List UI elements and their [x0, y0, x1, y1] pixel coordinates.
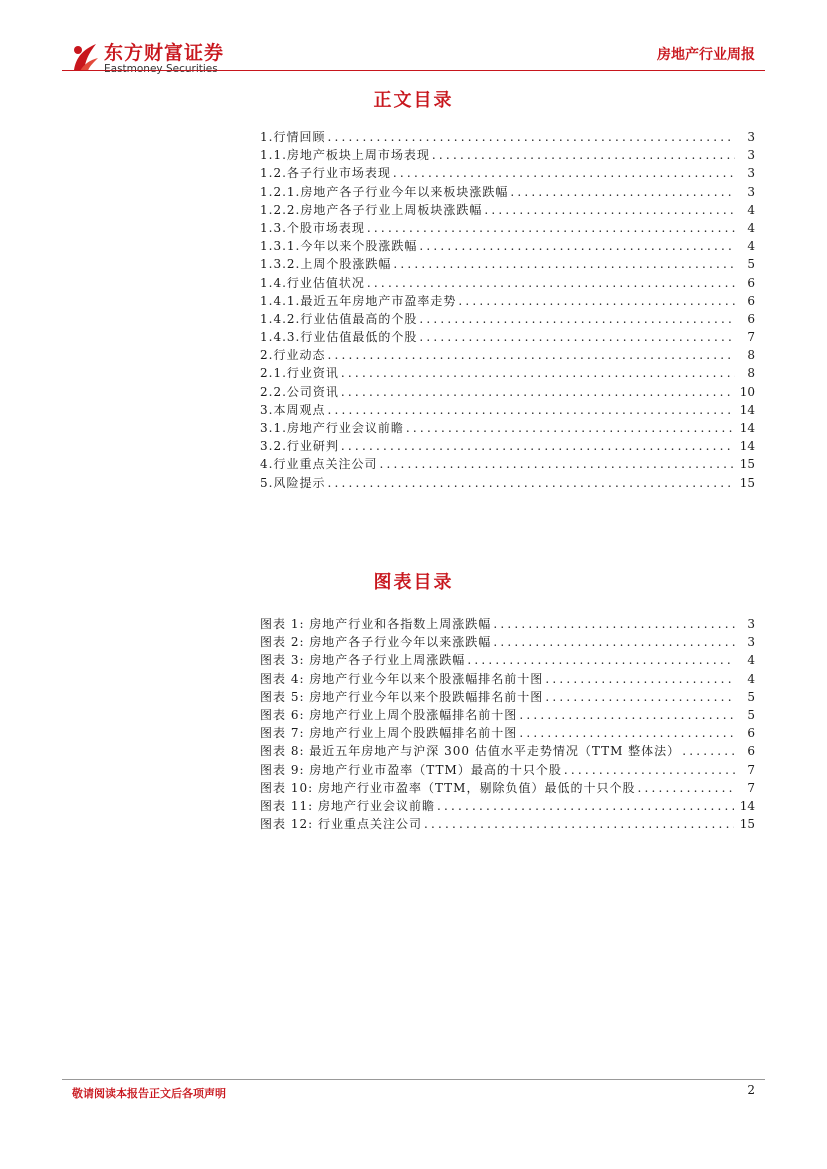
toc-entry-label: 3.本周观点	[260, 402, 326, 417]
figure-entry-page: 5	[747, 707, 755, 722]
figure-entry-label: 图表 9: 房地产行业市盈率（TTM）最高的十只个股	[260, 762, 562, 777]
figure-entry[interactable]	[260, 815, 755, 833]
figure-entry-page: 15	[739, 817, 755, 832]
toc-entry[interactable]	[260, 437, 755, 455]
figure-entry[interactable]	[260, 651, 755, 669]
toc-entry-page: 7	[747, 330, 755, 345]
toc-entry-page: 15	[739, 457, 755, 472]
toc-entry-page: 14	[739, 439, 755, 454]
toc-entry-label: 4.行业重点关注公司	[260, 457, 378, 472]
figure-entry-page: 4	[747, 671, 755, 686]
toc-entry-label: 2.1.行业资讯	[260, 366, 339, 381]
page-number: 2	[747, 1083, 755, 1097]
figure-entry-label: 图表 7: 房地产行业上周个股跌幅排名前十图	[260, 726, 518, 741]
dot-leader	[327, 401, 733, 419]
dot-leader	[419, 237, 735, 255]
dot-leader	[327, 346, 735, 364]
toc-entry-page: 14	[739, 421, 755, 435]
figure-entry-label: 图表 6: 房地产行业上周个股涨幅排名前十图	[260, 707, 518, 722]
dot-leader	[493, 615, 735, 633]
table-of-contents	[260, 128, 755, 492]
toc-entry-page: 6	[747, 293, 755, 308]
footer-disclaimer: 敬请阅读本报告正文后各项声明	[72, 1087, 226, 1100]
figure-entry[interactable]	[260, 742, 755, 760]
figure-entry-page: 3	[747, 635, 755, 650]
figure-entry[interactable]	[260, 724, 755, 742]
figure-entry[interactable]	[260, 670, 755, 688]
dot-leader	[493, 633, 735, 651]
figure-entry-page: 3	[747, 617, 755, 631]
dot-leader	[682, 742, 735, 760]
toc-entry-page: 8	[747, 348, 755, 363]
dot-leader	[437, 797, 734, 815]
dot-leader	[424, 815, 734, 833]
figure-entry-page: 7	[747, 780, 755, 795]
toc-entry[interactable]	[260, 346, 755, 364]
toc-entry-page: 3	[747, 130, 755, 144]
toc-entry[interactable]	[260, 328, 755, 346]
toc-entry[interactable]	[260, 401, 755, 419]
dot-leader	[341, 383, 734, 401]
figure-entry-label: 图表 11: 房地产行业会议前瞻	[260, 798, 435, 813]
toc-entry-page: 4	[747, 220, 755, 235]
figure-entry-page: 7	[747, 762, 755, 777]
dot-leader	[432, 146, 735, 164]
toc-entry[interactable]	[260, 183, 755, 201]
dot-leader	[327, 474, 733, 492]
dot-leader	[341, 364, 735, 382]
toc-entry-label: 5.风险提示	[260, 475, 326, 490]
figure-entry-label: 图表 10: 房地产行业市盈率（TTM，剔除负值）最低的十只个股	[260, 780, 636, 795]
toc-entry[interactable]	[260, 201, 755, 219]
dot-leader	[367, 274, 735, 292]
toc-entry[interactable]	[260, 255, 755, 273]
toc-entry[interactable]	[260, 237, 755, 255]
toc-entry[interactable]	[260, 128, 755, 146]
toc-entry-page: 4	[747, 202, 755, 217]
figure-entry-label: 图表 2: 房地产各子行业今年以来涨跌幅	[260, 635, 492, 650]
toc-entry-page: 15	[739, 475, 755, 490]
figure-entry-page: 14	[739, 798, 755, 813]
figure-entry-label: 图表 4: 房地产行业今年以来个股涨幅排名前十图	[260, 671, 544, 686]
page-header	[0, 0, 827, 90]
dot-leader	[637, 779, 735, 797]
figure-entry-label: 图表 1: 房地产行业和各指数上周涨跌幅	[260, 617, 492, 631]
toc-entry[interactable]	[260, 292, 755, 310]
toc-entry-label: 1.4.2.行业估值最高的个股	[260, 311, 418, 326]
toc-entry[interactable]	[260, 274, 755, 292]
toc-entry-label: 1.2.2.房地产各子行业上周板块涨跌幅	[260, 202, 483, 217]
toc-entry-label: 1.3.1.今年以来个股涨跌幅	[260, 239, 418, 254]
dot-leader	[510, 183, 735, 201]
figure-entry[interactable]	[260, 615, 755, 633]
dot-leader	[379, 455, 733, 473]
dot-leader	[341, 437, 734, 455]
dot-leader	[545, 688, 735, 706]
figure-entry-label: 图表 12: 行业重点关注公司	[260, 817, 422, 832]
toc-entry-label: 2.行业动态	[260, 348, 326, 363]
toc-entry-label: 1.2.各子行业市场表现	[260, 166, 391, 181]
toc-entry-label: 1.3.2.上周个股涨跌幅	[260, 257, 392, 272]
dot-leader	[367, 219, 735, 237]
header-divider	[62, 70, 765, 71]
dot-leader	[419, 310, 735, 328]
figure-entry-page: 4	[747, 653, 755, 668]
toc-entry-page: 4	[747, 239, 755, 254]
dot-leader	[519, 706, 735, 724]
dot-leader	[419, 328, 735, 346]
toc-entry-page: 10	[739, 384, 755, 399]
toc-entry[interactable]	[260, 455, 755, 473]
toc-entry-label: 1.3.个股市场表现	[260, 220, 365, 235]
eastmoney-logo-icon	[70, 40, 100, 74]
figures-toc-title: 图表目录	[373, 572, 454, 593]
toc-entry[interactable]	[260, 219, 755, 237]
report-type-label: 房地产行业周报	[657, 47, 755, 63]
dot-leader	[327, 128, 735, 146]
logo-english-name: Eastmoney Securities	[104, 63, 218, 75]
logo-chinese-name: 东方财富证券	[104, 42, 225, 64]
toc-entry-label: 2.2.公司资讯	[260, 384, 339, 399]
figure-entry-page: 5	[747, 689, 755, 704]
toc-entry[interactable]	[260, 146, 755, 164]
figure-entry-label: 图表 8: 最近五年房地产与沪深 300 估值水平走势情况（TTM 整体法）	[260, 744, 681, 759]
footer-divider	[62, 1079, 765, 1080]
figure-entry-label: 图表 5: 房地产行业今年以来个股跌幅排名前十图	[260, 689, 544, 704]
figure-entry[interactable]	[260, 779, 755, 797]
toc-entry-page: 6	[747, 311, 755, 326]
dot-leader	[484, 201, 735, 219]
toc-entry-page: 5	[747, 257, 755, 272]
toc-entry-page: 3	[747, 184, 755, 199]
toc-title: 正文目录	[373, 90, 454, 111]
toc-entry-label: 1.4.3.行业估值最低的个股	[260, 330, 418, 345]
figure-entry[interactable]	[260, 706, 755, 724]
figure-entry-page: 6	[747, 726, 755, 741]
toc-entry-label: 3.1.房地产行业会议前瞻	[260, 421, 404, 435]
figure-entry[interactable]	[260, 761, 755, 779]
company-logo	[70, 38, 240, 78]
toc-entry-label: 1.1.房地产板块上周市场表现	[260, 148, 430, 163]
figure-entry[interactable]	[260, 633, 755, 651]
figure-entry[interactable]	[260, 797, 755, 815]
toc-entry-page: 3	[747, 166, 755, 181]
dot-leader	[564, 761, 735, 779]
toc-entry-label: 1.2.1.房地产各子行业今年以来板块涨跌幅	[260, 184, 509, 199]
dot-leader	[545, 670, 735, 688]
toc-entry-page: 14	[739, 402, 755, 417]
toc-entry[interactable]	[260, 474, 755, 492]
dot-leader	[458, 292, 735, 310]
dot-leader	[519, 724, 735, 742]
toc-entry[interactable]	[260, 364, 755, 382]
toc-entry-page: 8	[747, 366, 755, 381]
dot-leader	[393, 255, 735, 273]
figure-entry-label: 图表 3: 房地产各子行业上周涨跌幅	[260, 653, 466, 668]
toc-entry-page: 3	[747, 148, 755, 163]
toc-entry-page: 6	[747, 275, 755, 290]
toc-entry-label: 1.4.行业估值状况	[260, 275, 365, 290]
dot-leader	[406, 419, 734, 437]
figures-table-of-contents	[260, 615, 755, 833]
toc-entry-label: 1.行情回顾	[260, 130, 326, 144]
toc-entry[interactable]	[260, 419, 755, 437]
figure-entry[interactable]	[260, 688, 755, 706]
toc-entry[interactable]	[260, 164, 755, 182]
dot-leader	[393, 164, 735, 182]
toc-entry-label: 1.4.1.最近五年房地产市盈率走势	[260, 293, 457, 308]
toc-entry-label: 3.2.行业研判	[260, 439, 339, 454]
toc-entry[interactable]	[260, 383, 755, 401]
dot-leader	[467, 651, 735, 669]
toc-entry[interactable]	[260, 310, 755, 328]
figure-entry-page: 6	[747, 744, 755, 759]
